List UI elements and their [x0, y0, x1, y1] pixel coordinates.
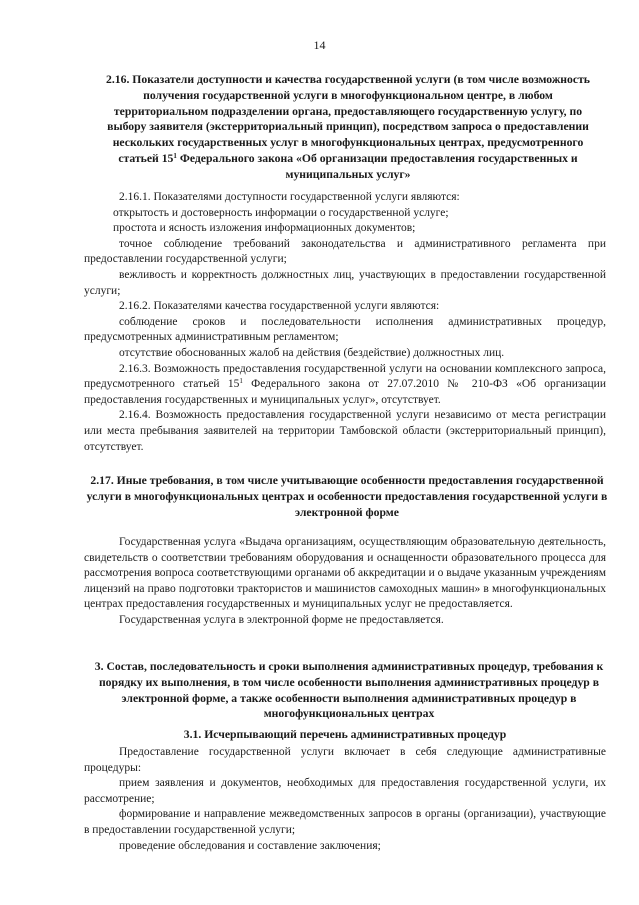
paragraph-no-electronic: Государственная услуга в электронной форме не предоставляется.	[119, 613, 444, 626]
section-2-17-body	[84, 535, 606, 629]
paragraph-2-16-1: 2.16.1. Показателями доступности государственной услуги являются:	[119, 191, 460, 203]
paragraph-inspection: проведение обследования и составление заключения;	[119, 839, 381, 852]
paragraph-2-16-4: 2.16.4. Возможность предоставления государственной услуги независимо от места регистрации или места пребывания заявителей на территории Тамбовской области (экстерриториальный принцип), отсутствует.	[84, 409, 606, 453]
paragraph-2-16-2: 2.16.2. Показателями качества государственной услуги являются:	[119, 300, 440, 313]
paragraph-openness: открытость и достоверность информации о государственной услуге;	[113, 206, 449, 219]
section-3-1-heading: 3.1. Исчерпывающий перечень административных процедур	[183, 728, 507, 741]
section-3-heading: 3. Состав, последовательность и сроки выполнения административных процедур, требования к порядку их выполнения, в том числе особенности выполнения административных процедур в электронной форме, а также особенности выполнения административных процедур в многофункциональных центрах	[94, 660, 604, 721]
paragraph-receipt: прием заявления и документов, необходимых для предоставления государственной услуги, их рассмотрение;	[84, 777, 606, 805]
paragraph-deadlines: соблюдение сроков и последовательности исполнения административных процедур, предусмотренных административным регламентом;	[84, 315, 606, 344]
paragraph-politeness: вежливость и корректность должностных лиц, участвующих в предоставлении государственной услуги;	[84, 268, 606, 297]
page-number: 14	[313, 38, 326, 52]
section-3-1-body	[84, 745, 606, 854]
paragraph-compliance: точное соблюдение требований законодательства и административного регламента при предоставлении государственной услуги;	[84, 237, 606, 266]
paragraph-procedures-intro: Предоставление государственной услуги включает в себя следующие административные процедуры:	[84, 746, 606, 774]
section-2-17-heading: 2.17. Иные требования, в том числе учитывающие особенности предоставления государственной услуги в многофункциональных центрах и особенности предоставления государственной услуги в электронной форме	[86, 474, 608, 519]
paragraph-clarity: простота и ясность изложения информационных документов;	[113, 222, 416, 235]
section-2-16-heading: 2.16. Показатели доступности и качества государственной услуги (в том числе возможность получения государственной услуги в многофункциональном центре, в любом территориальном подразделении органа, предоставляющего государственную услугу, по выбору заявителя (экстерриториальный принцип), посредством запроса о предоставлении нескольких государственных услуг в многофункциональных центрах, предусмотренного статьей $15^1$ Федерального закона «Об организации предоставления государственных и муниципальных услуг»	[105, 73, 590, 181]
paragraph-service-not-mfc: Государственная услуга «Выдача организациям, осуществляющим образовательную деятельность, свидетельств о соответствии требованиям оборудования и оснащенности образовательного процесса для рассмотрения вопроса соответствующими органами об аккредитации и о выдаче указанным учреждениям лицензий на право подготовки трактористов и машинистов самоходных машин» в многофункциональных центрах предоставления государственных и муниципальных услуг не предоставляется.	[84, 536, 606, 611]
paragraph-interagency-requests: формирование и направление межведомственных запросов в органы (организации), участвующие в предоставлении государственной услуги;	[84, 808, 606, 836]
section-2-16-body	[84, 190, 606, 455]
paragraph-2-16-3: 2.16.3. Возможность предоставления государственной услуги на основании комплексного запроса, предусмотренного статьей $15^1$ Федерального закона от 27.07.2010 № 210-ФЗ «Об организации предоставления государственных и муниципальных услуг», отсутствует.	[84, 362, 606, 406]
paragraph-no-complaints: отсутствие обоснованных жалоб на действия (бездействие) должностных лиц.	[119, 346, 505, 359]
